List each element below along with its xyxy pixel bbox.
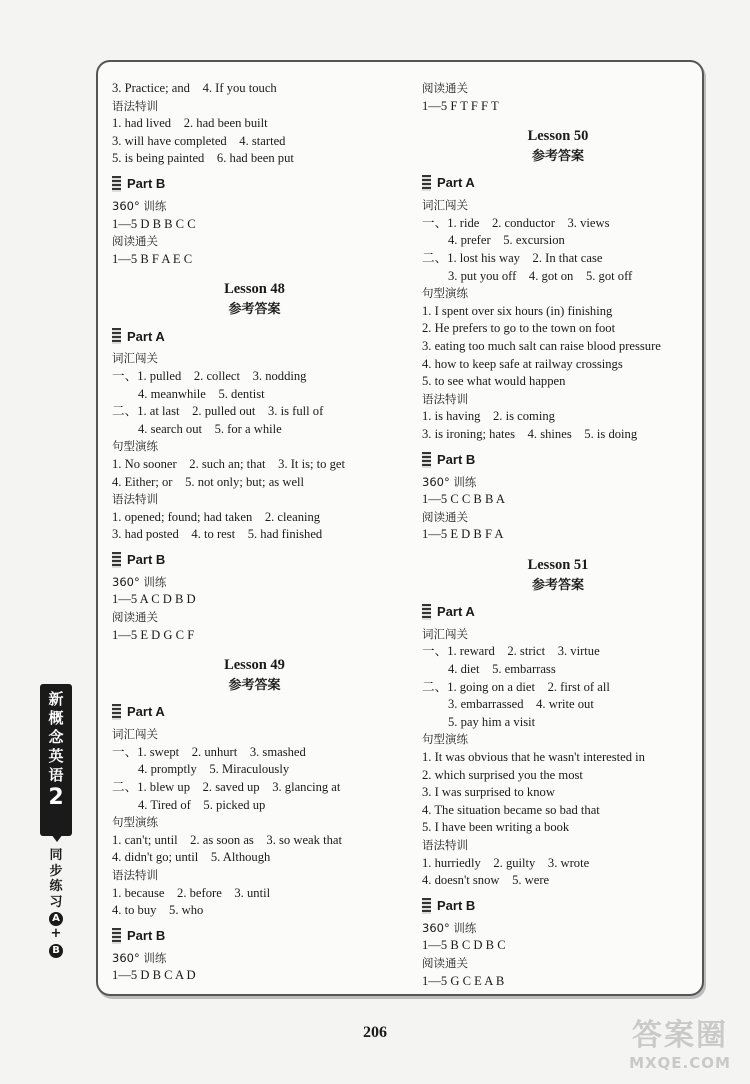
answer-line: 3. Practice; and 4. If you touch <box>112 81 277 95</box>
answer-line: 2. He prefers to go to the town on foot <box>422 321 616 336</box>
answer-line: 1. is having 2. is coming <box>422 409 555 424</box>
book-volume-number: 2 <box>48 785 64 810</box>
grammar-heading: 语法特训 <box>112 98 158 113</box>
vocab-heading: 词汇闯关 <box>422 626 468 641</box>
part-a-header: Part A <box>422 602 694 622</box>
answer-line: 1. No sooner 2. such an; that 3. It is; to get <box>112 456 345 471</box>
answer-line: 5. is being painted 6. had been put <box>112 151 294 166</box>
page-number: 206 <box>363 1024 387 1041</box>
answer-line: 二、1. going on a diet 2. first of all <box>422 679 610 694</box>
answer-line: 1—5 B C D B C <box>422 938 506 953</box>
answer-line: 4. Either; or 5. not only; but; as well <box>112 474 305 489</box>
grammar-heading: 语法特训 <box>422 838 468 852</box>
vocab-heading: 词汇闯关 <box>112 727 158 742</box>
answer-line: 1—5 B F A E C <box>112 251 193 266</box>
vocab-heading: 词汇闯关 <box>422 198 468 213</box>
training-heading: 360° 训练 <box>112 574 167 589</box>
part-marker-icon <box>422 452 431 468</box>
grammar-heading: 语法特训 <box>112 868 158 882</box>
part-a-header: Part A <box>422 173 694 193</box>
answer-line: 1—5 E D G C F <box>112 627 195 642</box>
reading-heading: 阅读通关 <box>422 81 468 95</box>
reading-heading: 阅读通关 <box>112 610 158 625</box>
answer-line: 4. promptly 5. Miraculously <box>138 762 290 777</box>
answer-line: 3. will have completed 4. started <box>112 133 286 148</box>
subtitle-char: 练 <box>49 879 63 894</box>
answer-line: 1. because 2. before 3. until <box>112 885 271 900</box>
reading-heading: 阅读通关 <box>422 955 468 970</box>
plus-sign: + <box>50 926 62 941</box>
book-title-tab <box>40 684 72 836</box>
badge-b: B <box>49 944 63 958</box>
answer-line: 1—5 E D B F A <box>422 527 504 542</box>
answer-line: 5. to see what would happen <box>422 374 566 389</box>
lesson-48-title: Lesson 48 <box>224 281 285 298</box>
book-title-char: 英 <box>48 747 64 765</box>
part-marker-icon <box>422 604 431 620</box>
training-heading: 360° 训练 <box>422 920 477 935</box>
part-marker-icon <box>112 552 121 568</box>
lesson-49-title: Lesson 49 <box>224 657 285 674</box>
answer-line: 3. eating too much salt can raise blood pressure <box>422 338 661 353</box>
answer-line: 1—5 F T F F T <box>422 98 499 113</box>
sentence-heading: 句型演练 <box>422 286 468 301</box>
subtitle-char: 习 <box>49 894 63 910</box>
answer-line: 一、1. reward 2. strict 3. virtue <box>422 644 600 659</box>
part-marker-icon <box>112 928 121 944</box>
answer-line: 一、1. pulled 2. collect 3. nodding <box>112 368 307 383</box>
answer-line: 二、1. at last 2. pulled out 3. is full of <box>112 404 324 419</box>
part-b-header: Part B <box>422 896 694 916</box>
lesson-50-title: Lesson 50 <box>527 128 589 145</box>
subtitle-char: 同 <box>49 848 63 863</box>
lesson-51-title: Lesson 51 <box>527 556 589 573</box>
answer-line: 4. The situation became so bad that <box>422 802 600 817</box>
answer-line: 1. opened; found; had taken 2. cleaning <box>112 509 321 524</box>
part-b-header: Part B <box>112 174 397 194</box>
answers-heading: 参考答案 <box>531 149 584 165</box>
answer-line: 4. didn't go; until 5. Although <box>112 850 271 865</box>
training-heading: 360° 训练 <box>112 950 167 965</box>
part-b-header: Part B <box>112 926 397 946</box>
answer-line: 1. hurriedly 2. guilty 3. wrote <box>422 855 590 870</box>
answer-line: 3. I was surprised to know <box>422 785 555 800</box>
part-b-header: Part B <box>112 550 397 570</box>
answer-line: 4. how to keep safe at railway crossings <box>422 356 623 371</box>
training-heading: 360° 训练 <box>422 474 477 489</box>
answer-line: 1. can't; until 2. as soon as 3. so weak that <box>112 832 342 847</box>
answer-line: 4. to buy 5. who <box>112 903 204 918</box>
answer-line: 3. is ironing; hates 4. shines 5. is doing <box>422 426 638 441</box>
book-title-char: 新 <box>48 690 64 708</box>
answer-line: 二、1. blew up 2. saved up 3. glancing at <box>112 780 341 795</box>
answer-line: 3. embarrassed 4. write out <box>448 697 594 712</box>
answer-line: 4. prefer 5. excursion <box>448 233 565 248</box>
sentence-heading: 句型演练 <box>112 815 158 830</box>
answer-line: 一、1. swept 2. unhurt 3. smashed <box>112 744 306 759</box>
answer-line: 4. meanwhile 5. dentist <box>138 386 265 401</box>
answer-line: 3. had posted 4. to rest 5. had finished <box>112 527 323 542</box>
part-b-header: Part B <box>422 450 694 470</box>
page-frame <box>96 60 704 996</box>
book-title-char: 念 <box>48 728 64 746</box>
answer-line: 二、1. lost his way 2. In that case <box>422 250 603 265</box>
answer-line: 1—5 C C B B A <box>422 492 505 507</box>
part-marker-icon <box>422 175 431 191</box>
grammar-heading: 语法特训 <box>422 391 468 406</box>
answer-line: 4. search out 5. for a while <box>138 421 282 436</box>
sentence-heading: 句型演练 <box>422 732 468 747</box>
answer-line: 1. It was obvious that he wasn't interested in <box>422 750 645 765</box>
book-title-char: 语 <box>48 766 64 784</box>
down-arrow-icon <box>48 830 66 842</box>
answers-heading: 参考答案 <box>228 678 281 694</box>
vocab-heading: 词汇闯关 <box>112 351 158 366</box>
subtitle-char: 步 <box>49 863 63 879</box>
answer-line: 3. put you off 4. got on 5. got off <box>448 268 633 283</box>
part-a-header: Part A <box>112 326 397 346</box>
book-title-char: 概 <box>48 709 64 727</box>
reading-heading: 阅读通关 <box>422 509 468 524</box>
part-marker-icon <box>112 704 121 720</box>
answer-line: 1—5 D B C A D <box>112 968 196 983</box>
book-subtitle <box>44 848 68 958</box>
part-marker-icon <box>422 898 431 914</box>
part-a-header: Part A <box>112 702 397 722</box>
answer-line: 1—5 G C E A B <box>422 973 505 988</box>
answer-line: 4. diet 5. embarrass <box>448 662 556 677</box>
answer-line: 5. I have been writing a book <box>422 820 570 835</box>
answer-line: 1. I spent over six hours (in) finishing <box>422 303 613 318</box>
training-heading: 360° 训练 <box>112 198 167 213</box>
grammar-heading: 语法特训 <box>112 492 158 507</box>
sentence-heading: 句型演练 <box>112 439 158 454</box>
part-marker-icon <box>112 328 121 344</box>
reading-heading: 阅读通关 <box>112 234 158 249</box>
answers-heading: 参考答案 <box>531 577 584 593</box>
right-column <box>422 80 694 990</box>
answers-heading: 参考答案 <box>228 302 281 318</box>
answer-line: 一、1. ride 2. conductor 3. views <box>422 215 610 230</box>
left-column <box>112 80 397 985</box>
answer-line: 4. doesn't snow 5. were <box>422 873 550 888</box>
part-marker-icon <box>112 176 121 192</box>
answer-line: 4. Tired of 5. picked up <box>138 797 266 812</box>
answer-line: 5. pay him a visit <box>448 714 536 729</box>
answer-line: 1. had lived 2. had been built <box>112 116 268 131</box>
answer-line: 1—5 A C D B D <box>112 592 196 607</box>
watermark-logo: 答案圈 MXQE.COM <box>629 1018 731 1072</box>
answer-line: 1—5 D B B C C <box>112 216 196 231</box>
answer-line: 2. which surprised you the most <box>422 767 583 782</box>
badge-a: A <box>49 912 63 926</box>
